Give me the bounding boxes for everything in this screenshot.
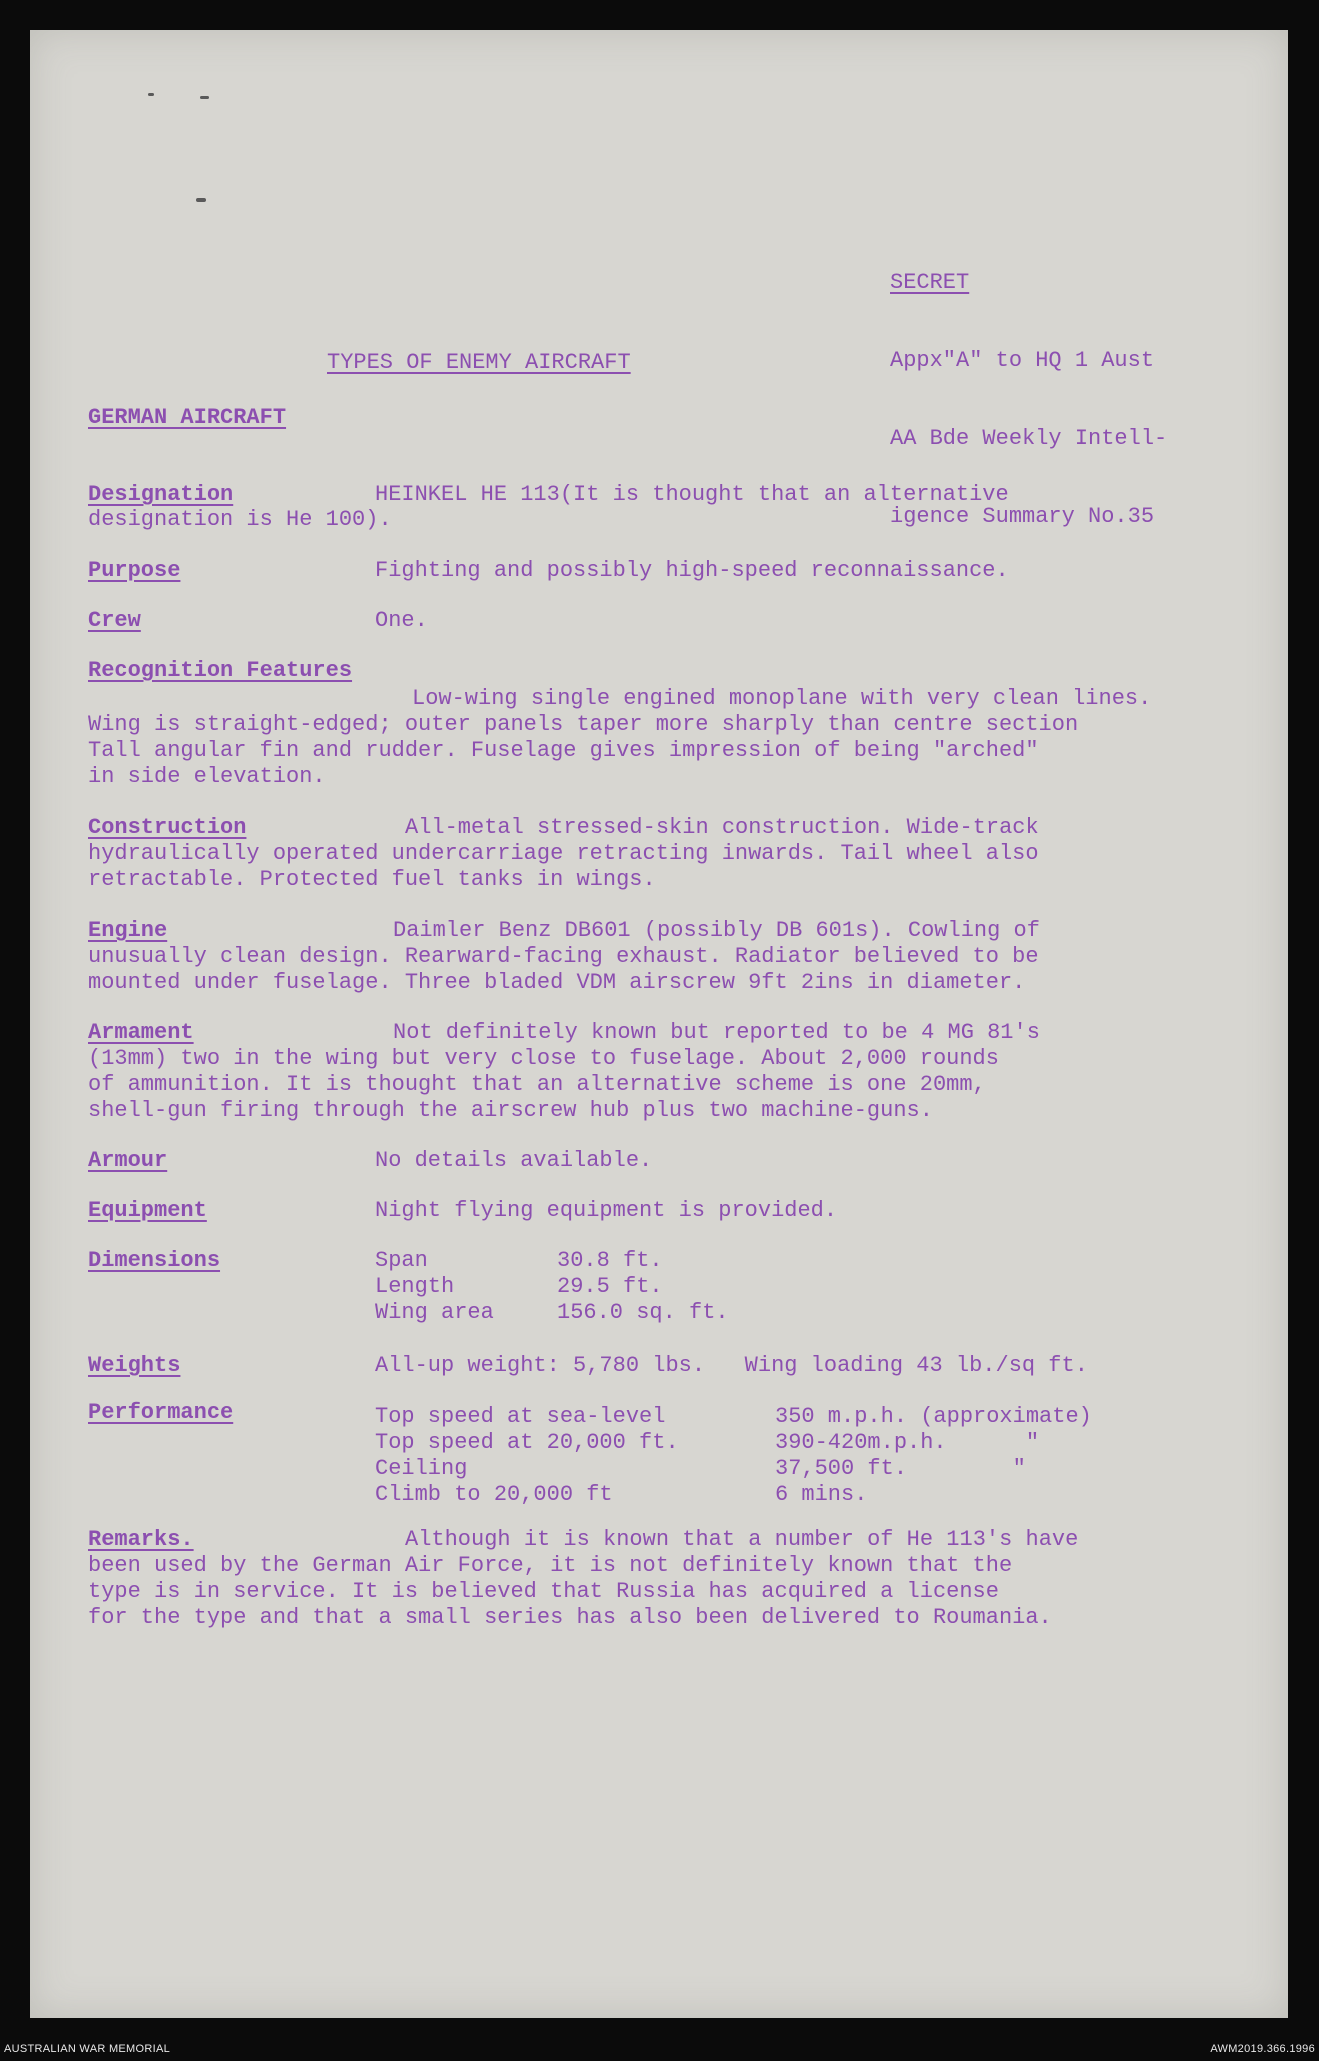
construction-line-2: hydraulically operated undercarriage retracting inwards. Tail wheel also (88, 841, 1039, 866)
designation-label: Designation (88, 482, 234, 507)
dimension-key: Length (375, 1274, 455, 1299)
performance-label: Performance (88, 1400, 234, 1425)
engine-line-2: unusually clean design. Rearward-facing exhaust. Radiator believed to be (88, 944, 1039, 969)
document-title: TYPES OF ENEMY AIRCRAFT (327, 350, 631, 375)
appx-line-3: igence Summary No.35 (890, 504, 1155, 529)
designation-value: HEINKEL HE 113(It is thought that an alternative (375, 482, 1009, 507)
construction-line-1: All-metal stressed-skin construction. Wide-track (405, 815, 1039, 840)
remarks-line-1: Although it is known that a number of He 113's have (405, 1527, 1079, 1552)
weights-label: Weights (88, 1353, 181, 1378)
appx-line-2: AA Bde Weekly Intell- (890, 426, 1168, 451)
armour-label: Armour (88, 1148, 168, 1173)
performance-value: 350 m.p.h. (approximate) (775, 1404, 1092, 1429)
performance-key: Top speed at sea-level (375, 1404, 666, 1429)
dimension-key: Span (375, 1248, 428, 1273)
armament-line-3: of ammunition. It is thought that an alternative scheme is one 20mm, (88, 1072, 986, 1097)
dimension-value: 30.8 ft. (557, 1248, 663, 1273)
performance-value: 390-420m.p.h. " (775, 1430, 1040, 1455)
ink-mark (200, 96, 209, 99)
footer-accession-number: AWM2019.366.1996 (1210, 2043, 1315, 2055)
armour-value: No details available. (375, 1148, 653, 1173)
recognition-line-2: Wing is straight-edged; outer panels taper more sharply than centre section (88, 712, 1079, 737)
ink-mark (196, 198, 206, 202)
remarks-line-3: type is in service. It is believed that Russia has acquired a license (88, 1579, 999, 1604)
remarks-label: Remarks. (88, 1527, 194, 1552)
performance-key: Top speed at 20,000 ft. (375, 1430, 679, 1455)
recognition-line-3: Tall angular fin and rudder. Fuselage gives impression of being "arched" (88, 738, 1039, 763)
engine-label: Engine (88, 918, 168, 943)
remarks-line-4: for the type and that a small series has also been delivered to Roumania. (88, 1605, 1052, 1630)
crew-value: One. (375, 608, 428, 633)
dimension-key: Wing area (375, 1300, 494, 1325)
dimension-value: 29.5 ft. (557, 1274, 663, 1299)
armament-line-1: Not definitely known but reported to be 4 MG 81's (393, 1020, 1040, 1045)
dimensions-label: Dimensions (88, 1248, 221, 1273)
construction-label: Construction (88, 815, 247, 840)
engine-line-1: Daimler Benz DB601 (possibly DB 601s). Cowling of (393, 918, 1040, 943)
armament-line-4: shell-gun firing through the airscrew hub plus two machine-guns. (88, 1098, 933, 1123)
dimension-value: 156.0 sq. ft. (557, 1300, 729, 1325)
footer-institution: AUSTRALIAN WAR MEMORIAL (4, 2043, 171, 2055)
recognition-line-4: in side elevation. (88, 764, 326, 789)
construction-line-3: retractable. Protected fuel tanks in wings. (88, 867, 656, 892)
performance-value: 6 mins. (775, 1482, 868, 1507)
ink-mark (148, 93, 154, 96)
section-heading: GERMAN AIRCRAFT (88, 405, 287, 430)
engine-line-3: mounted under fuselage. Three bladed VDM airscrew 9ft 2ins in diameter. (88, 970, 1026, 995)
performance-key: Ceiling (375, 1456, 468, 1481)
equipment-value: Night flying equipment is provided. (375, 1198, 838, 1223)
weights-value: All-up weight: 5,780 lbs. Wing loading 43 lb./sq ft. (375, 1353, 1088, 1378)
secret-label: SECRET (890, 270, 970, 295)
appx-line-1: Appx"A" to HQ 1 Aust (890, 348, 1155, 373)
recognition-line-1: Low-wing single engined monoplane with very clean lines. (412, 686, 1152, 711)
designation-value-cont: designation is He 100). (88, 507, 392, 532)
purpose-value: Fighting and possibly high-speed reconnaissance. (375, 558, 1009, 583)
remarks-line-2: been used by the German Air Force, it is not definitely known that the (88, 1553, 1013, 1578)
performance-value: 37,500 ft. " (775, 1456, 1026, 1481)
recognition-label: Recognition Features (88, 658, 353, 683)
purpose-label: Purpose (88, 558, 181, 583)
performance-key: Climb to 20,000 ft (375, 1482, 613, 1507)
armament-line-2: (13mm) two in the wing but very close to fuselage. About 2,000 rounds (88, 1046, 999, 1071)
crew-label: Crew (88, 608, 141, 633)
armament-label: Armament (88, 1020, 194, 1045)
equipment-label: Equipment (88, 1198, 207, 1223)
